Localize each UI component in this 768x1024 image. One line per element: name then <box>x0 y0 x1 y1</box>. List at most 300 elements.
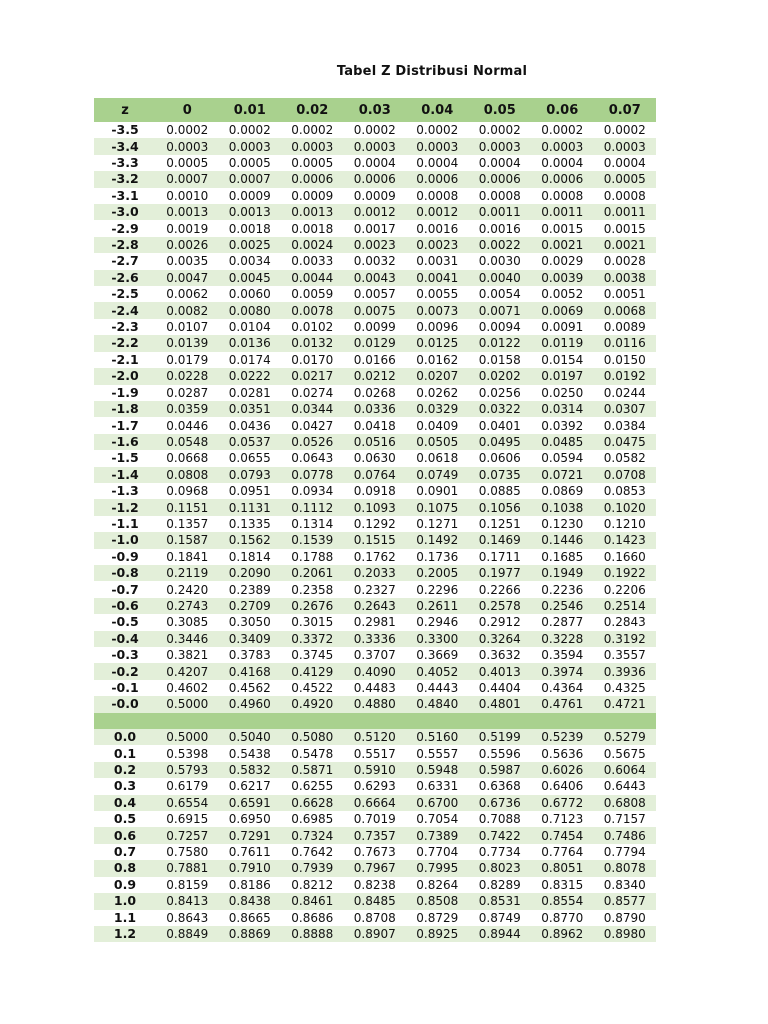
probability-cell: 0.5478 <box>291 746 334 761</box>
probability-cell: 0.6736 <box>478 795 521 810</box>
probability-cell: 0.6406 <box>541 779 584 794</box>
z-value-cell: 0.7 <box>113 844 137 860</box>
probability-cell: 0.0004 <box>353 156 396 171</box>
probability-cell: 0.6217 <box>228 779 271 794</box>
probability-cell: 0.0102 <box>291 320 334 335</box>
probability-cell: 0.6915 <box>166 812 209 827</box>
probability-cell: 0.2981 <box>353 615 396 630</box>
probability-cell: 0.0002 <box>166 123 209 138</box>
table-row <box>94 860 656 876</box>
probability-cell: 0.0004 <box>478 156 521 171</box>
probability-cell: 0.7995 <box>416 861 459 876</box>
probability-cell: 0.1711 <box>478 549 521 564</box>
probability-cell: 0.3745 <box>291 648 334 663</box>
probability-cell: 0.0708 <box>603 467 646 482</box>
probability-cell: 0.1075 <box>416 500 459 515</box>
probability-cell: 0.8508 <box>416 894 459 909</box>
probability-cell: 0.1020 <box>603 500 646 515</box>
probability-cell: 0.0643 <box>291 451 334 466</box>
probability-cell: 0.0212 <box>353 369 396 384</box>
probability-cell: 0.0025 <box>228 238 271 253</box>
probability-cell: 0.0060 <box>228 287 271 302</box>
probability-cell: 0.7580 <box>166 845 209 860</box>
probability-cell: 0.7486 <box>603 828 646 843</box>
probability-cell: 0.0537 <box>228 434 271 449</box>
z-value-cell: 1.2 <box>113 926 137 942</box>
table-row <box>94 614 656 630</box>
probability-cell: 0.8888 <box>291 927 334 942</box>
probability-cell: 0.7642 <box>291 845 334 860</box>
probability-cell: 0.1357 <box>166 516 209 531</box>
probability-cell: 0.0059 <box>291 287 334 302</box>
table-row <box>94 827 656 843</box>
probability-cell: 0.0006 <box>353 172 396 187</box>
probability-cell: 0.0003 <box>291 139 334 154</box>
probability-cell: 0.8554 <box>541 894 584 909</box>
probability-cell: 0.4325 <box>603 681 646 696</box>
probability-cell: 0.2358 <box>291 582 334 597</box>
probability-cell: 0.7611 <box>228 845 271 860</box>
table-row <box>94 483 656 499</box>
probability-cell: 0.8849 <box>166 927 209 942</box>
probability-cell: 0.0307 <box>603 402 646 417</box>
z-value-cell: -0.0 <box>111 696 139 712</box>
column-header: 0.03 <box>358 102 391 118</box>
probability-cell: 0.8577 <box>603 894 646 909</box>
table-row <box>94 237 656 253</box>
probability-cell: 0.6772 <box>541 795 584 810</box>
table-body <box>94 122 656 942</box>
probability-cell: 0.1335 <box>228 516 271 531</box>
probability-cell: 0.0016 <box>416 221 459 236</box>
probability-cell: 0.0096 <box>416 320 459 335</box>
z-value-cell: -0.9 <box>111 548 139 564</box>
probability-cell: 0.0026 <box>166 238 209 253</box>
table-row <box>94 631 656 647</box>
table-row <box>94 171 656 187</box>
z-value-cell: -1.8 <box>111 401 139 417</box>
probability-cell: 0.6985 <box>291 812 334 827</box>
probability-cell: 0.0158 <box>478 352 521 367</box>
z-value-cell: -2.0 <box>111 368 139 384</box>
probability-cell: 0.2912 <box>478 615 521 630</box>
probability-cell: 0.0006 <box>541 172 584 187</box>
z-value-cell: -2.4 <box>111 302 139 318</box>
table-row <box>94 368 656 384</box>
probability-cell: 0.0003 <box>416 139 459 154</box>
probability-cell: 0.1762 <box>353 549 396 564</box>
probability-cell: 0.5000 <box>166 730 209 745</box>
probability-cell: 0.0068 <box>603 303 646 318</box>
column-header: 0 <box>182 102 192 118</box>
probability-cell: 0.0418 <box>353 418 396 433</box>
probability-cell: 0.0047 <box>166 270 209 285</box>
probability-cell: 0.8340 <box>603 877 646 892</box>
probability-cell: 0.3936 <box>603 664 646 679</box>
probability-cell: 0.4761 <box>541 697 584 712</box>
table-row <box>94 516 656 532</box>
probability-cell: 0.0485 <box>541 434 584 449</box>
probability-cell: 0.0005 <box>603 172 646 187</box>
probability-cell: 0.0016 <box>478 221 521 236</box>
probability-cell: 0.0281 <box>228 385 271 400</box>
z-value-cell: -2.7 <box>111 253 139 269</box>
probability-cell: 0.2709 <box>228 598 271 613</box>
probability-cell: 0.1587 <box>166 533 209 548</box>
probability-cell: 0.0011 <box>603 205 646 220</box>
z-value-cell: -2.3 <box>111 319 139 335</box>
probability-cell: 0.5199 <box>478 730 521 745</box>
probability-cell: 0.4801 <box>478 697 521 712</box>
probability-cell: 0.0082 <box>166 303 209 318</box>
column-header: 0.01 <box>233 102 266 118</box>
probability-cell: 0.0384 <box>603 418 646 433</box>
table-row <box>94 319 656 335</box>
probability-cell: 0.4920 <box>291 697 334 712</box>
probability-cell: 0.1922 <box>603 566 646 581</box>
probability-cell: 0.0073 <box>416 303 459 318</box>
probability-cell: 0.7389 <box>416 828 459 843</box>
probability-cell: 0.0002 <box>603 123 646 138</box>
probability-cell: 0.7673 <box>353 845 396 860</box>
probability-cell: 0.1093 <box>353 500 396 515</box>
z-value-cell: -2.2 <box>111 335 139 351</box>
probability-cell: 0.6628 <box>291 795 334 810</box>
probability-cell: 0.0344 <box>291 402 334 417</box>
probability-cell: 0.6368 <box>478 779 521 794</box>
column-header: 0.02 <box>296 102 329 118</box>
probability-cell: 0.0052 <box>541 287 584 302</box>
probability-cell: 0.0015 <box>541 221 584 236</box>
probability-cell: 0.0054 <box>478 287 521 302</box>
probability-cell: 0.0029 <box>541 254 584 269</box>
header-row <box>94 98 656 122</box>
table-row <box>94 417 656 433</box>
probability-cell: 0.7910 <box>228 861 271 876</box>
z-value-cell: -1.1 <box>111 515 139 531</box>
probability-cell: 0.0007 <box>228 172 271 187</box>
probability-cell: 0.0008 <box>541 188 584 203</box>
table-row <box>94 565 656 581</box>
probability-cell: 0.0003 <box>478 139 521 154</box>
table-row <box>94 778 656 794</box>
probability-cell: 0.4013 <box>478 664 521 679</box>
z-value-cell: -0.6 <box>111 597 139 613</box>
separator-cell <box>94 713 656 729</box>
probability-cell: 0.5871 <box>291 763 334 778</box>
probability-cell: 0.3015 <box>291 615 334 630</box>
probability-cell: 0.8907 <box>353 927 396 942</box>
probability-cell: 0.2296 <box>416 582 459 597</box>
probability-cell: 0.8686 <box>291 910 334 925</box>
probability-cell: 0.8708 <box>353 910 396 925</box>
table-row <box>94 352 656 368</box>
probability-cell: 0.0004 <box>416 156 459 171</box>
probability-cell: 0.8925 <box>416 927 459 942</box>
column-header-z: z <box>121 102 129 118</box>
z-value-cell: -2.5 <box>111 286 139 302</box>
probability-cell: 0.3300 <box>416 631 459 646</box>
probability-cell: 0.3632 <box>478 648 521 663</box>
probability-cell: 0.0222 <box>228 369 271 384</box>
probability-cell: 0.0336 <box>353 402 396 417</box>
z-value-cell: -2.8 <box>111 237 139 253</box>
probability-cell: 0.8962 <box>541 927 584 942</box>
probability-cell: 0.0885 <box>478 484 521 499</box>
probability-cell: 0.0021 <box>603 238 646 253</box>
z-value-cell: -0.5 <box>111 614 139 630</box>
probability-cell: 0.0104 <box>228 320 271 335</box>
probability-cell: 0.0011 <box>478 205 521 220</box>
z-value-cell: -2.6 <box>111 269 139 285</box>
probability-cell: 0.0071 <box>478 303 521 318</box>
table-row <box>94 253 656 269</box>
probability-cell: 0.0268 <box>353 385 396 400</box>
table-row <box>94 762 656 778</box>
probability-cell: 0.7257 <box>166 828 209 843</box>
table-row <box>94 532 656 548</box>
probability-cell: 0.0951 <box>228 484 271 499</box>
probability-cell: 0.0051 <box>603 287 646 302</box>
z-value-cell: -0.3 <box>111 647 139 663</box>
z-value-cell: -1.9 <box>111 384 139 400</box>
probability-cell: 0.7123 <box>541 812 584 827</box>
probability-cell: 0.2514 <box>603 598 646 613</box>
probability-cell: 0.1949 <box>541 566 584 581</box>
probability-cell: 0.0012 <box>353 205 396 220</box>
probability-cell: 0.3192 <box>603 631 646 646</box>
probability-cell: 0.0019 <box>166 221 209 236</box>
z-value-cell: 0.3 <box>113 778 137 794</box>
probability-cell: 0.0207 <box>416 369 459 384</box>
probability-cell: 0.0007 <box>166 172 209 187</box>
probability-cell: 0.7704 <box>416 845 459 860</box>
probability-cell: 0.0154 <box>541 352 584 367</box>
probability-cell: 0.4960 <box>228 697 271 712</box>
probability-cell: 0.5557 <box>416 746 459 761</box>
probability-cell: 0.0004 <box>541 156 584 171</box>
probability-cell: 0.4522 <box>291 681 334 696</box>
probability-cell: 0.0005 <box>228 156 271 171</box>
probability-cell: 0.7422 <box>478 828 521 843</box>
probability-cell: 0.7357 <box>353 828 396 843</box>
probability-cell: 0.8461 <box>291 894 334 909</box>
table-row <box>94 696 656 712</box>
probability-cell: 0.6255 <box>291 779 334 794</box>
probability-cell: 0.6293 <box>353 779 396 794</box>
probability-cell: 0.0069 <box>541 303 584 318</box>
probability-cell: 0.0022 <box>478 238 521 253</box>
table-row <box>94 450 656 466</box>
probability-cell: 0.4483 <box>353 681 396 696</box>
probability-cell: 0.0040 <box>478 270 521 285</box>
probability-cell: 0.1314 <box>291 516 334 531</box>
probability-cell: 0.2611 <box>416 598 459 613</box>
z-value-cell: -3.4 <box>111 138 139 154</box>
probability-cell: 0.0075 <box>353 303 396 318</box>
probability-cell: 0.0009 <box>291 188 334 203</box>
probability-cell: 0.0024 <box>291 238 334 253</box>
probability-cell: 0.4840 <box>416 697 459 712</box>
probability-cell: 0.5080 <box>291 730 334 745</box>
probability-cell: 0.0004 <box>603 156 646 171</box>
probability-cell: 0.0594 <box>541 451 584 466</box>
probability-cell: 0.4443 <box>416 681 459 696</box>
probability-cell: 0.0582 <box>603 451 646 466</box>
probability-cell: 0.0129 <box>353 336 396 351</box>
probability-cell: 0.6064 <box>603 763 646 778</box>
z-value-cell: 1.1 <box>113 909 137 925</box>
probability-cell: 0.0032 <box>353 254 396 269</box>
table-row <box>94 335 656 351</box>
z-value-cell: -3.3 <box>111 155 139 171</box>
probability-cell: 0.0062 <box>166 287 209 302</box>
probability-cell: 0.8212 <box>291 877 334 892</box>
z-value-cell: 0.5 <box>113 811 137 827</box>
probability-cell: 0.0005 <box>166 156 209 171</box>
probability-cell: 0.7734 <box>478 845 521 860</box>
probability-cell: 0.5948 <box>416 763 459 778</box>
probability-cell: 0.7088 <box>478 812 521 827</box>
probability-cell: 0.5398 <box>166 746 209 761</box>
table-row <box>94 647 656 663</box>
table-row <box>94 188 656 204</box>
probability-cell: 0.0202 <box>478 369 521 384</box>
probability-cell: 0.6443 <box>603 779 646 794</box>
probability-cell: 0.0057 <box>353 287 396 302</box>
probability-cell: 0.0013 <box>228 205 271 220</box>
table-row <box>94 122 656 138</box>
probability-cell: 0.7881 <box>166 861 209 876</box>
probability-cell: 0.0192 <box>603 369 646 384</box>
probability-cell: 0.1841 <box>166 549 209 564</box>
probability-cell: 0.2327 <box>353 582 396 597</box>
probability-cell: 0.7764 <box>541 845 584 860</box>
probability-cell: 0.0002 <box>416 123 459 138</box>
probability-cell: 0.3409 <box>228 631 271 646</box>
probability-cell: 0.4090 <box>353 664 396 679</box>
probability-cell: 0.2061 <box>291 566 334 581</box>
probability-cell: 0.0329 <box>416 402 459 417</box>
probability-cell: 0.0005 <box>291 156 334 171</box>
probability-cell: 0.5793 <box>166 763 209 778</box>
probability-cell: 0.8749 <box>478 910 521 925</box>
table-row <box>94 745 656 761</box>
probability-cell: 0.0015 <box>603 221 646 236</box>
probability-cell: 0.7967 <box>353 861 396 876</box>
table-row <box>94 220 656 236</box>
probability-cell: 0.0010 <box>166 188 209 203</box>
probability-cell: 0.4168 <box>228 664 271 679</box>
probability-cell: 0.0808 <box>166 467 209 482</box>
probability-cell: 0.5279 <box>603 730 646 745</box>
probability-cell: 0.0401 <box>478 418 521 433</box>
probability-cell: 0.0314 <box>541 402 584 417</box>
probability-cell: 0.0039 <box>541 270 584 285</box>
column-header: 0.05 <box>483 102 516 118</box>
probability-cell: 0.1112 <box>291 500 334 515</box>
probability-cell: 0.3669 <box>416 648 459 663</box>
probability-cell: 0.5636 <box>541 746 584 761</box>
probability-cell: 0.0003 <box>541 139 584 154</box>
probability-cell: 0.0630 <box>353 451 396 466</box>
probability-cell: 0.8729 <box>416 910 459 925</box>
probability-cell: 0.0018 <box>291 221 334 236</box>
probability-cell: 0.8023 <box>478 861 521 876</box>
probability-cell: 0.3783 <box>228 648 271 663</box>
probability-cell: 0.2877 <box>541 615 584 630</box>
probability-cell: 0.0139 <box>166 336 209 351</box>
probability-cell: 0.3821 <box>166 648 209 663</box>
probability-cell: 0.0436 <box>228 418 271 433</box>
probability-cell: 0.5160 <box>416 730 459 745</box>
table-row <box>94 729 656 745</box>
z-value-cell: 0.2 <box>113 762 137 778</box>
probability-cell: 0.0006 <box>291 172 334 187</box>
probability-cell: 0.8289 <box>478 877 521 892</box>
z-value-cell: 0.0 <box>113 729 137 745</box>
probability-cell: 0.0041 <box>416 270 459 285</box>
probability-cell: 0.2005 <box>416 566 459 581</box>
column-header: 0.04 <box>421 102 454 118</box>
probability-cell: 0.0392 <box>541 418 584 433</box>
probability-cell: 0.1151 <box>166 500 209 515</box>
table-row <box>94 385 656 401</box>
table-row <box>94 401 656 417</box>
z-value-cell: -0.4 <box>111 630 139 646</box>
probability-cell: 0.3336 <box>353 631 396 646</box>
probability-cell: 0.4129 <box>291 664 334 679</box>
probability-cell: 0.0002 <box>228 123 271 138</box>
z-value-cell: -3.5 <box>111 122 139 138</box>
probability-cell: 0.2266 <box>478 582 521 597</box>
probability-cell: 0.2743 <box>166 598 209 613</box>
probability-cell: 0.6808 <box>603 795 646 810</box>
probability-cell: 0.6950 <box>228 812 271 827</box>
probability-cell: 0.2546 <box>541 598 584 613</box>
table-row <box>94 499 656 515</box>
probability-cell: 0.2420 <box>166 582 209 597</box>
probability-cell: 0.1562 <box>228 533 271 548</box>
probability-cell: 0.0274 <box>291 385 334 400</box>
z-value-cell: -1.3 <box>111 483 139 499</box>
z-value-cell: -1.4 <box>111 466 139 482</box>
probability-cell: 0.0495 <box>478 434 521 449</box>
probability-cell: 0.1292 <box>353 516 396 531</box>
probability-cell: 0.0023 <box>353 238 396 253</box>
probability-cell: 0.0099 <box>353 320 396 335</box>
probability-cell: 0.7324 <box>291 828 334 843</box>
probability-cell: 0.0749 <box>416 467 459 482</box>
probability-cell: 0.0606 <box>478 451 521 466</box>
z-value-cell: 0.1 <box>113 745 137 761</box>
probability-cell: 0.8238 <box>353 877 396 892</box>
probability-cell: 0.2643 <box>353 598 396 613</box>
probability-cell: 0.1423 <box>603 533 646 548</box>
probability-cell: 0.0132 <box>291 336 334 351</box>
z-value-cell: -0.7 <box>111 581 139 597</box>
probability-cell: 0.3228 <box>541 631 584 646</box>
probability-cell: 0.0008 <box>416 188 459 203</box>
probability-cell: 0.0013 <box>291 205 334 220</box>
probability-cell: 0.5040 <box>228 730 271 745</box>
column-header: 0.06 <box>546 102 579 118</box>
probability-cell: 0.0262 <box>416 385 459 400</box>
page-title: Tabel Z Distribusi Normal <box>336 64 528 79</box>
z-value-cell: -0.8 <box>111 565 139 581</box>
probability-cell: 0.0002 <box>353 123 396 138</box>
table-row <box>94 204 656 220</box>
